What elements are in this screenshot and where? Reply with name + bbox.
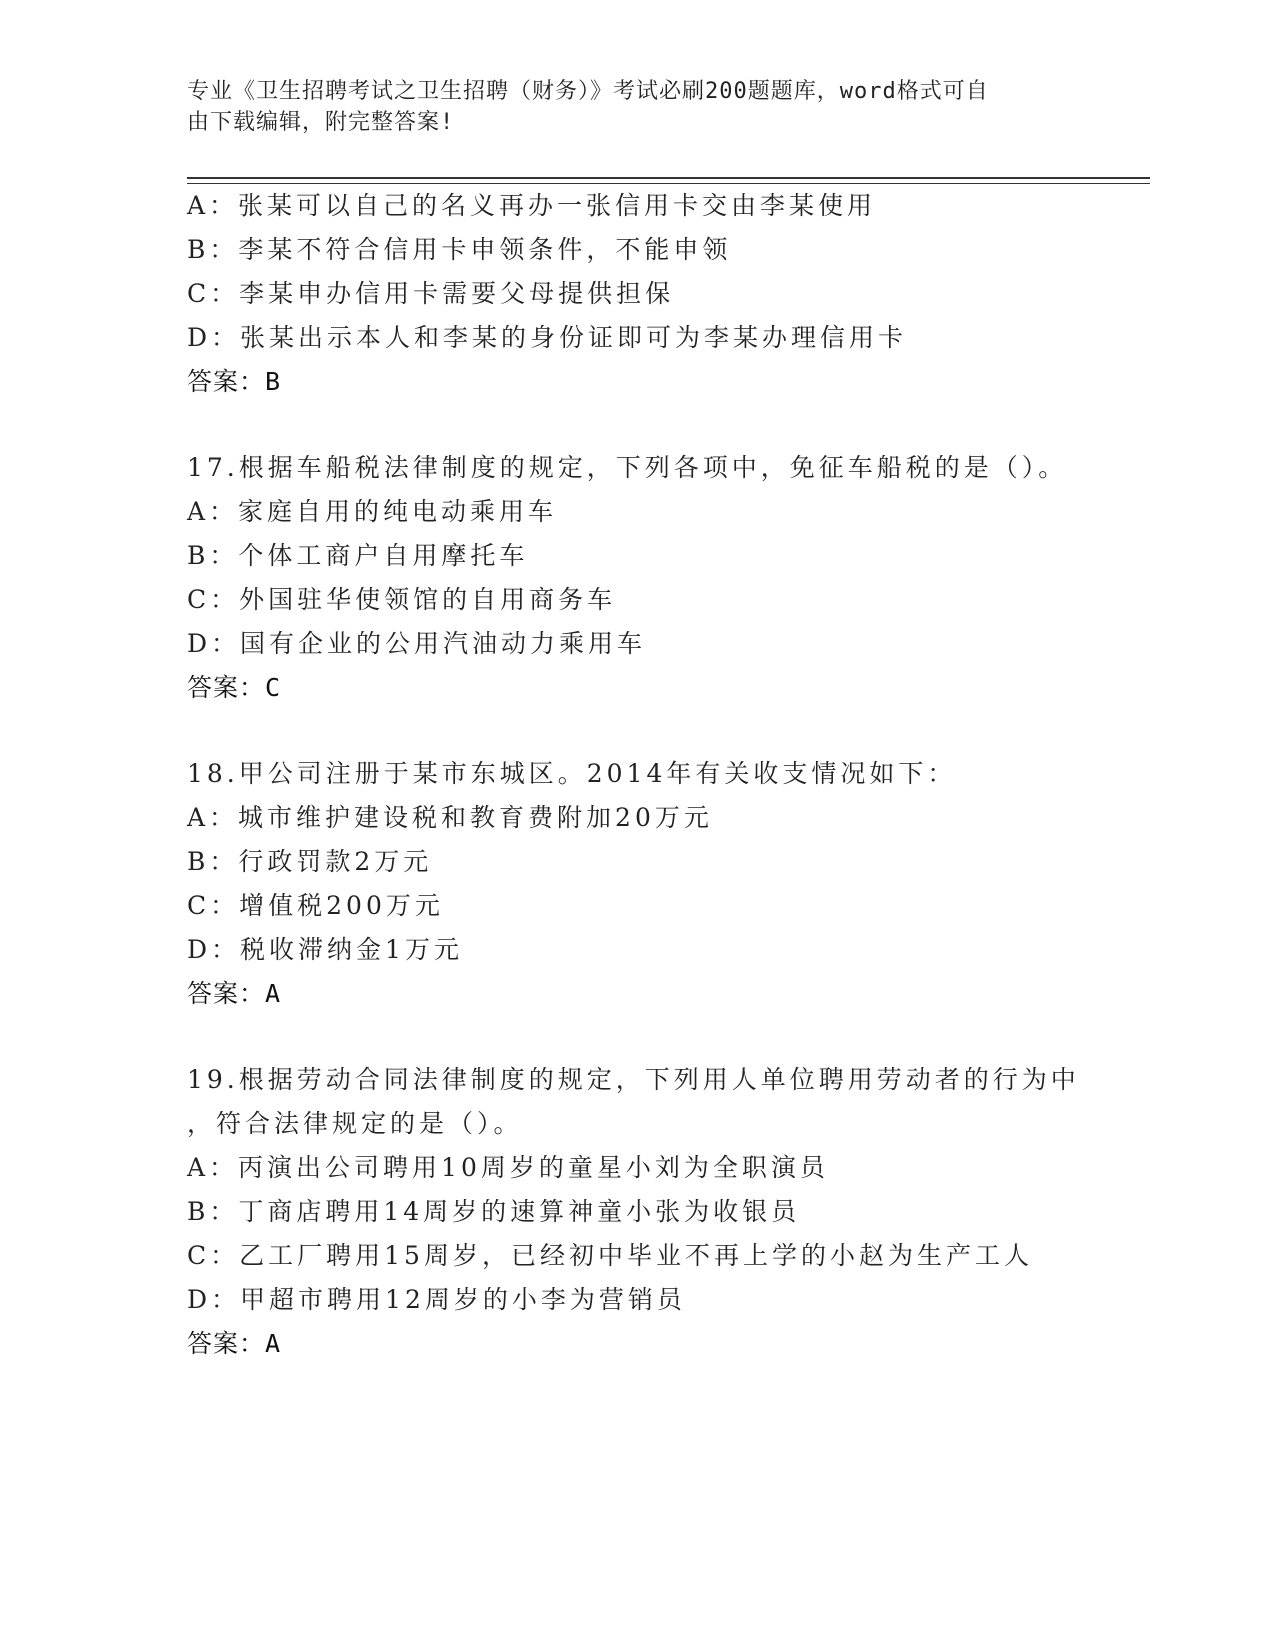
header-line-2: 由下载编辑，附完整答案! [187, 110, 455, 135]
q19-option-d: D：甲超市聘用12周岁的小李为营销员 [187, 1285, 686, 1314]
q19-option-c: C：乙工厂聘用15周岁，已经初中毕业不再上学的小赵为生产工人 [187, 1241, 1033, 1270]
q16-option-c: C：李某申办信用卡需要父母提供担保 [187, 279, 675, 308]
q16-answer [187, 362, 281, 398]
q16-option-b: B：李某不符合信用卡申领条件，不能申领 [187, 235, 732, 264]
answer-value: A [265, 979, 282, 1008]
q17-answer [187, 668, 281, 704]
answer-value: B [265, 367, 282, 396]
q18-question: 18.甲公司注册于某市东城区。2014年有关收支情况如下： [187, 759, 957, 788]
document-header [187, 76, 1067, 138]
q18-option-b: B：行政罚款2万元 [187, 847, 433, 876]
q16-option-d: D：张某出示本人和李某的身份证即可为李某办理信用卡 [187, 323, 908, 352]
q18-option-c: C：增值税200万元 [187, 891, 444, 920]
q18-option-d: D：税收滞纳金1万元 [187, 935, 463, 964]
answer-value: A [265, 1329, 282, 1358]
header-divider-thick [187, 177, 1150, 179]
q17-option-a: A：家庭自用的纯电动乘用车 [187, 497, 558, 526]
header-divider-thin [187, 183, 1150, 184]
answer-value: C [265, 673, 282, 702]
q19-question-line-2: ，符合法律规定的是（）。 [187, 1109, 523, 1138]
q19-answer [187, 1324, 281, 1360]
q19-option-a: A：丙演出公司聘用10周岁的童星小刘为全职演员 [187, 1153, 829, 1182]
answer-label: 答案： [187, 673, 266, 702]
q17-option-b: B：个体工商户自用摩托车 [187, 541, 529, 570]
q19-question-line-1: 19.根据劳动合同法律制度的规定，下列用人单位聘用劳动者的行为中 [187, 1065, 1080, 1094]
answer-label: 答案： [187, 367, 266, 396]
q17-question: 17.根据车船税法律制度的规定，下列各项中，免征车船税的是（）。 [187, 453, 1068, 482]
q18-answer [187, 974, 281, 1010]
answer-label: 答案： [187, 979, 266, 1008]
q18-option-a: A：城市维护建设税和教育费附加20万元 [187, 803, 713, 832]
q17-option-d: D：国有企业的公用汽油动力乘用车 [187, 629, 647, 658]
q19-option-b: B：丁商店聘用14周岁的速算神童小张为收银员 [187, 1197, 801, 1226]
header-line-1: 专业《卫生招聘考试之卫生招聘（财务）》考试必刷200题题库，word格式可自 [187, 79, 989, 104]
answer-label: 答案： [187, 1329, 266, 1358]
q17-option-c: C：外国驻华使领馆的自用商务车 [187, 585, 617, 614]
q16-option-a: A：张某可以自己的名义再办一张信用卡交由李某使用 [187, 191, 877, 220]
